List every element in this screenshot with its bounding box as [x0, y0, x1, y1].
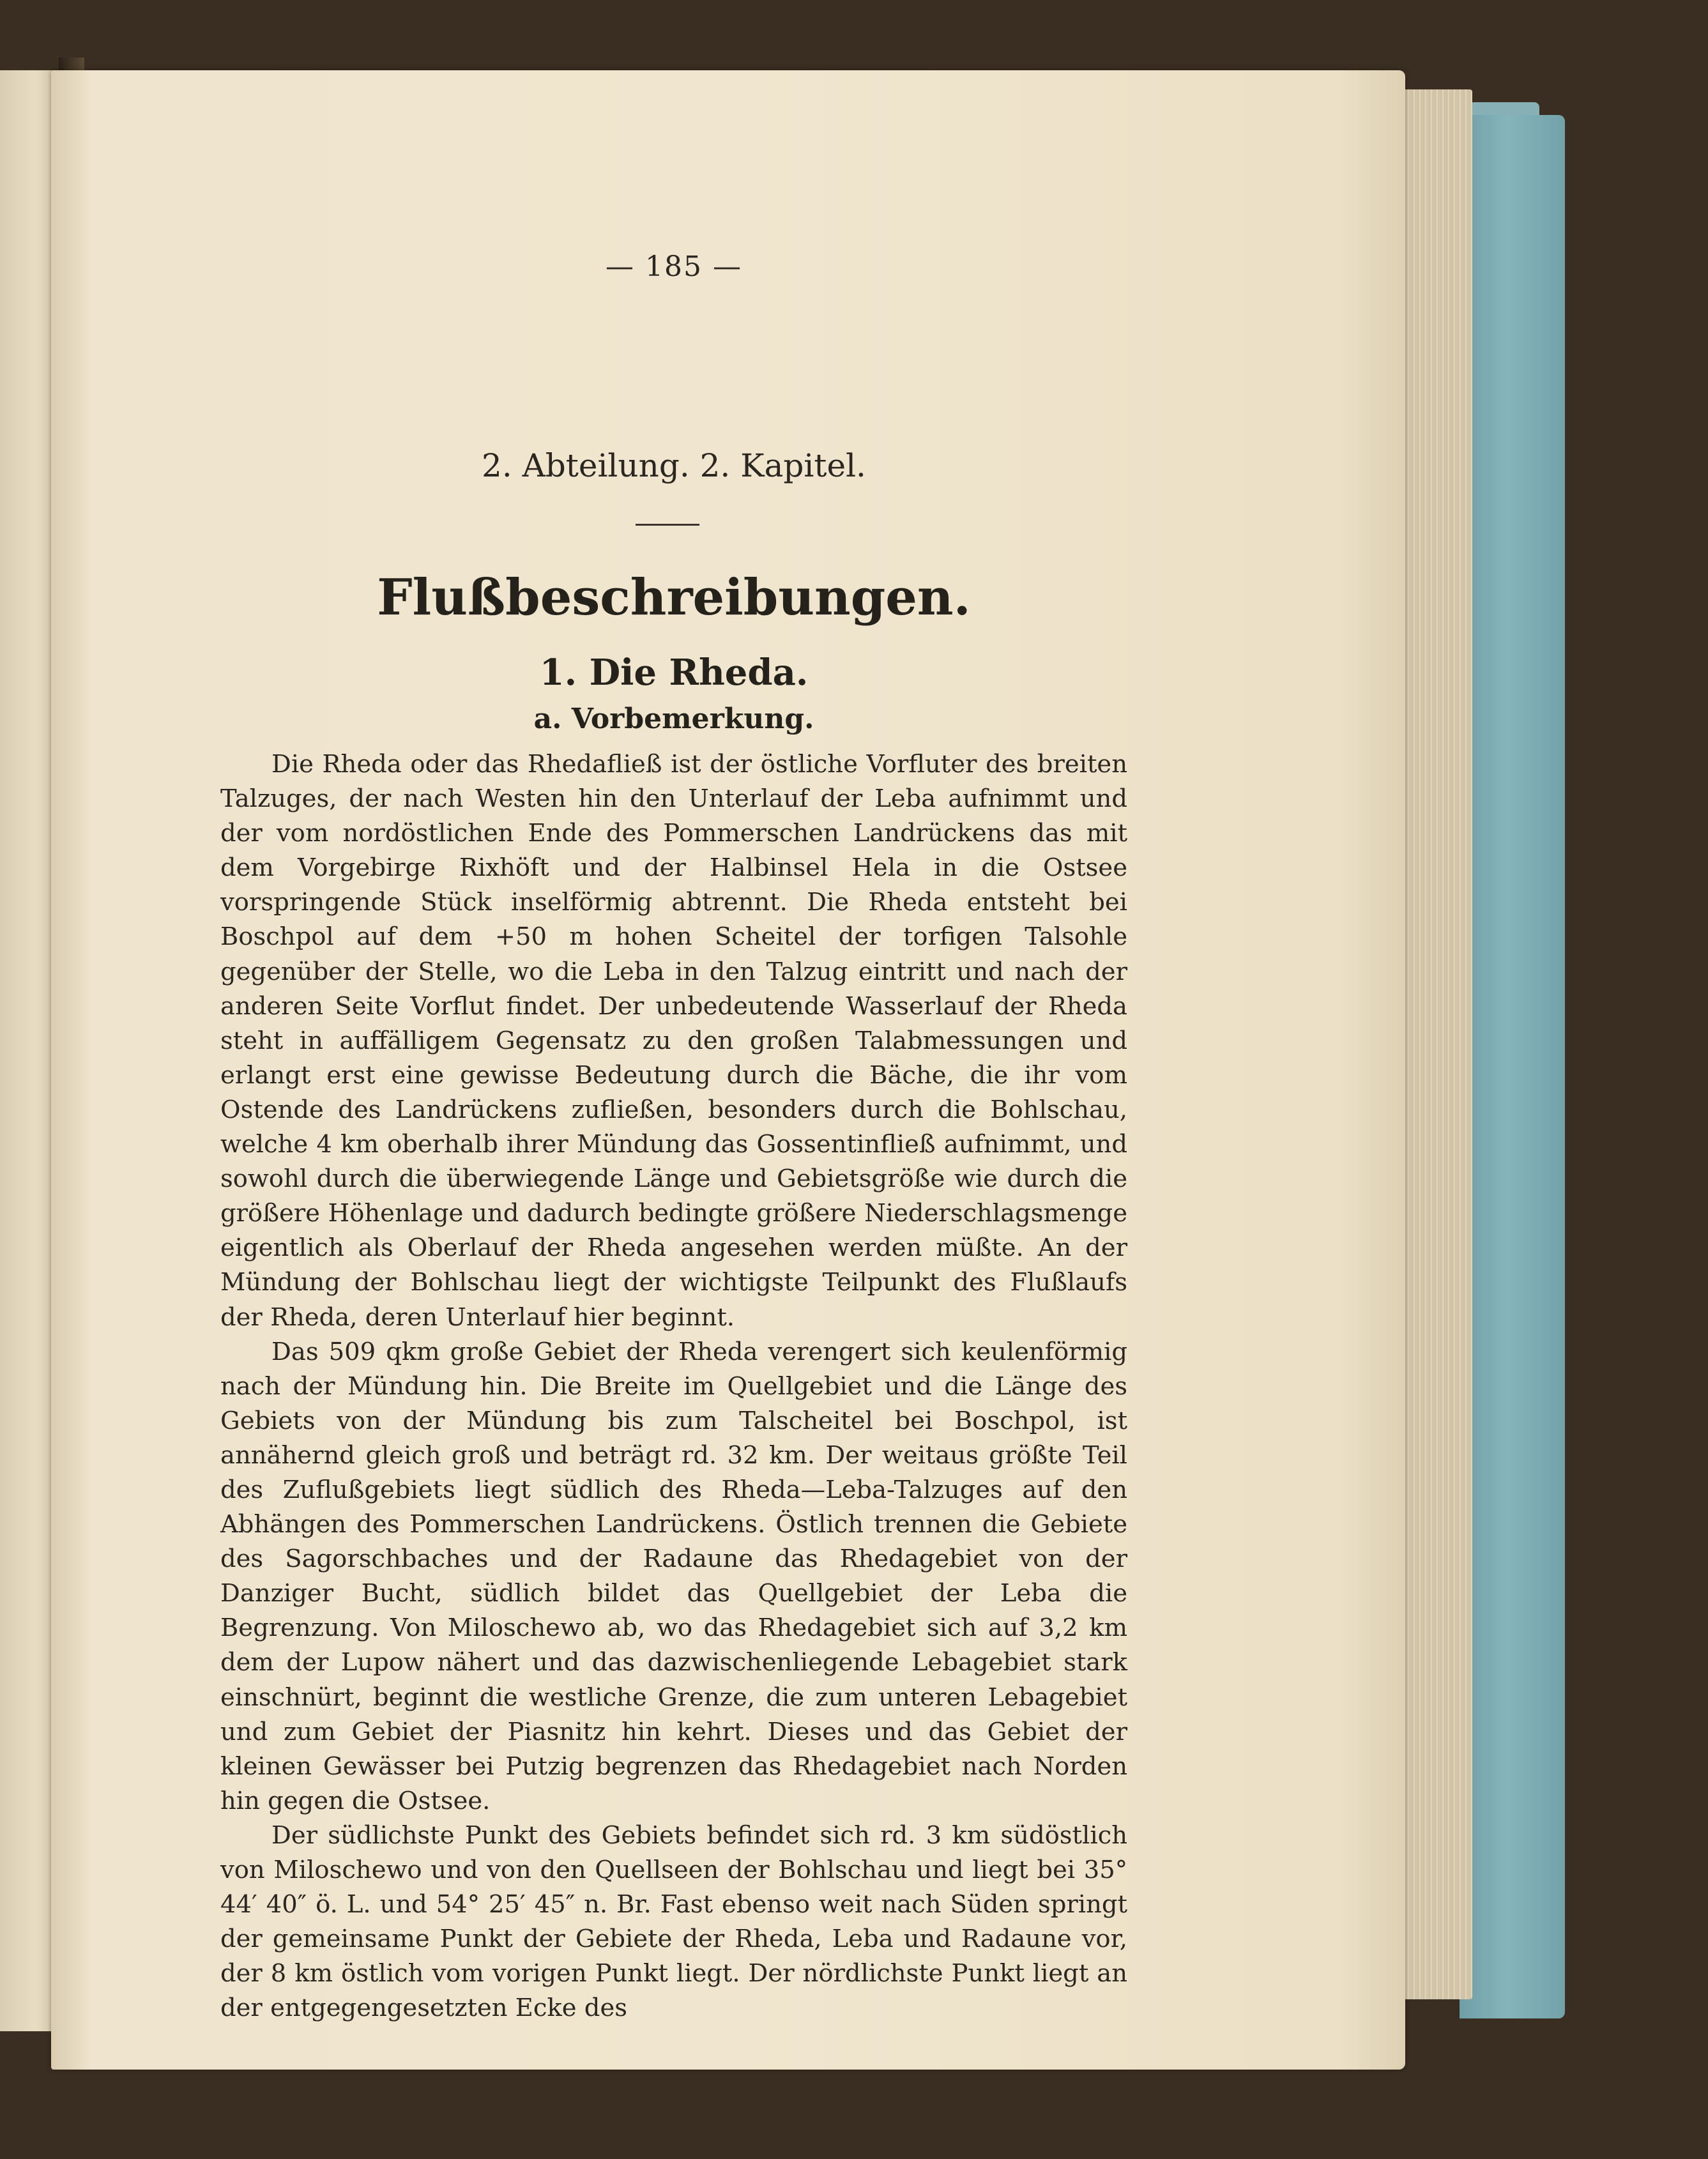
left-page-edge — [0, 70, 59, 2031]
section-title: 1. Die Rheda. — [539, 652, 809, 694]
page-edges — [1399, 89, 1472, 1999]
division-heading: 2. Abteilung. 2. Kapitel. — [482, 447, 866, 484]
subsection-title: a. Vorbemerkung. — [533, 703, 814, 735]
paragraph: Der südlichste Punkt des Gebiets befindet sich rd. 3 km südöstlich von Miloschewo und von den Quellseen der Bohlschau und liegt bei 35° 44′ 40″ ö. L. und 54° 25′ 45″ n. Br. Fast ebenso weit nach Süden springt der gemeinsame Punkt der Gebiete der Rheda, Leba und Radaune vor, der 8 km östlich vom vorigen Punkt liegt. Der nördlichste Punkt liegt an der entgegengesetzten Ecke des — [220, 1820, 1127, 2023]
page-number: — 185 — — [606, 250, 742, 283]
book-cover — [1460, 115, 1565, 2018]
body-text — [220, 747, 1127, 2025]
paragraph: Das 509 qkm große Gebiet der Rheda verengert sich keulenförmig nach der Mündung hin. Die Breite im Quellgebiet und die Länge des Gebiets von der Mündung bis zum Talscheitel bei Boschpol, ist annähernd gleich groß und beträgt rd. 32 km. Der weitaus größte Teil des Zuflußgebiets liegt südlich des Rheda—Leba-Talzuges auf den Abhängen des Pommerschen Landrückens. Östlich trennen die Gebiete des Sagorschbaches und der Radaune das Rhedagebiet von der Danziger Bucht, südlich bildet das Quellgebiet der Leba die Begrenzung. Von Miloschewo ab, wo das Rhedagebiet sich auf 3,2 km dem der Lupow nähert und das dazwischenliegende Lebagebiet stark einschnürt, beginnt die westliche Grenze, die zum unteren Lebagebiet und zum Gebiet der Piasnitz hin kehrt. Dieses und das Gebiet der kleinen Gewässer bei Putzig begrenzen das Rhedagebiet nach Norden hin gegen die Ostsee. — [220, 1337, 1127, 1815]
paragraph: Die Rheda oder das Rhedafließ ist der östliche Vorfluter des breiten Talzuges, der nach Westen hin den Unterlauf der Leba aufnimmt und der vom nordöstlichen Ende des Pommerschen Landrückens das mit dem Vorgebirge Rixhöft und der Halbinsel Hela in die Ostsee vorspringende Stück inselförmig abtrennt. Die Rheda entsteht bei Boschpol auf dem +50 m hohen Scheitel der torfigen Talsohle gegenüber der Stelle, wo die Leba in den Talzug eintritt und nach der anderen Seite Vorflut findet. Der unbedeutende Wasserlauf der Rheda steht in auffälligem Gegensatz zu den großen Talabmessungen und erlangt erst eine gewisse Bedeutung durch die Bäche, die ihr vom Ostende des Landrückens zufließen, besonders durch die Bohlschau, welche 4 km oberhalb ihrer Mündung das Gossentinfließ aufnimmt, und sowohl durch die überwiegende Länge und Gebietsgröße wie durch die größere Höhenlage und dadurch bedingte größere Niederschlagsmenge eigentlich als Oberlauf der Rheda angesehen werden müßte. An der Mündung der Bohlschau liegt der wichtigste Teilpunkt des Flußlaufs der Rheda, deren Unterlauf hier beginnt. — [220, 750, 1127, 1332]
page-title: Flußbeschreibungen. — [377, 568, 971, 627]
heading-rule — [636, 524, 699, 526]
